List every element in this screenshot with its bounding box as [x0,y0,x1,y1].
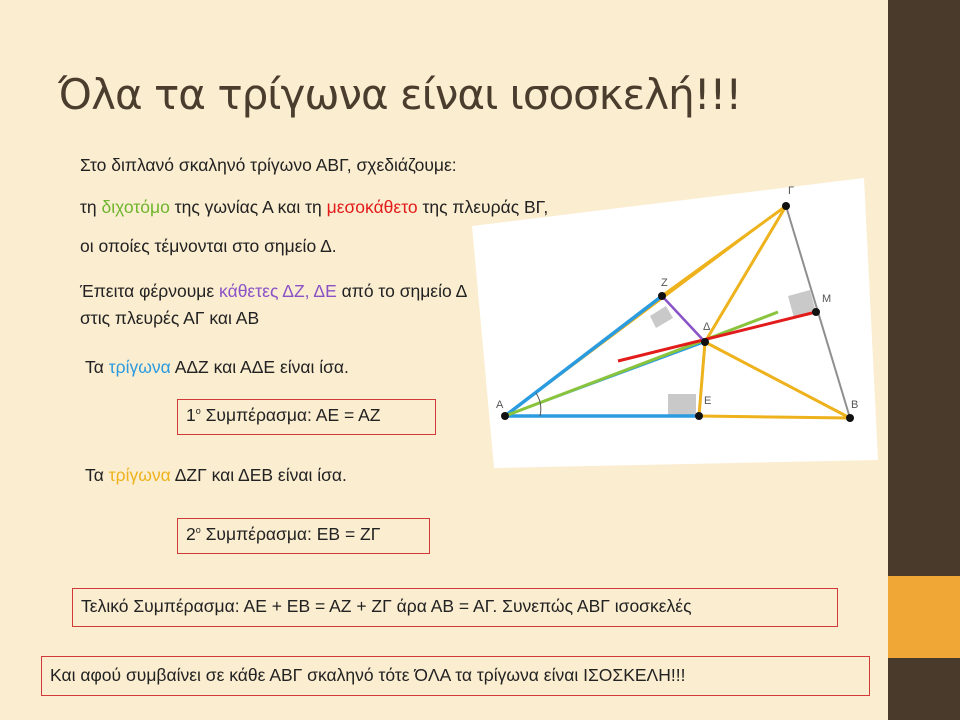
triangles-blue-term: τρίγωνα [108,357,171,377]
label-e: Ε [704,395,712,407]
bisector-term: διχοτόμο [101,197,170,217]
conclusion-2-text: Συμπέρασμα: ΕΒ = ΖΓ [200,524,381,544]
sidebar-accent-block [888,576,960,658]
conclusion-2-box [177,518,430,554]
diagram-paper [472,178,878,468]
conclusion-2-ordinal: ο [195,525,201,536]
closing-statement-box: Και αφού συμβαίνει σε κάθε ΑΒΓ σκαληνό τότε ΌΛΑ τα τρίγωνα είναι ΙΣΟΣΚΕΛΗ!!! [41,656,870,696]
triangle-diagram-svg [470,178,878,468]
label-z: Ζ [661,277,668,289]
intro-line-3: οι οποίες τέμνονται στο σημείο Δ. [80,236,337,256]
perpendiculars-term: κάθετες ΔΖ, ΔΕ [219,281,337,301]
label-delta: Δ [703,321,711,333]
perp-line-part-3: από το σημείο Δ [336,281,468,301]
point-m [812,308,820,316]
label-m: Μ [822,293,832,305]
right-angle-marker-e [668,394,696,416]
segment-e-b [699,416,850,418]
conclusion-2-number: 2 [186,524,196,544]
conclusion-1-number: 1 [186,405,196,425]
perpendiculars-line-1 [80,281,467,302]
point-e [695,412,703,420]
conclusion-1-ordinal: ο [195,406,201,417]
triangles-equal-2 [85,465,347,486]
triangles-equal-1 [85,357,349,378]
vertex-a [501,412,509,420]
triangles-2-part-3: ΔΖΓ και ΔΕΒ είναι ίσα. [170,465,347,485]
label-a: Α [496,399,504,411]
point-delta [701,338,709,346]
intro-line-2-part-1: τη [80,197,102,217]
slide-title: Όλα τα τρίγωνα είναι ισοσκελή!!! [58,70,742,119]
triangles-2-part-1: Τα [85,465,109,485]
label-gamma: Γ [788,185,795,197]
vertex-gamma [782,202,790,210]
perpendiculars-line-2: στις πλευρές ΑΓ και ΑΒ [80,308,260,328]
triangles-1-part-1: Τα [85,357,109,377]
perp-bisector-term: μεσοκάθετο [326,197,418,217]
intro-line-1: Στο διπλανό σκαληνό τρίγωνο ΑΒΓ, σχεδιάζουμε: [80,155,457,175]
triangles-yellow-term: τρίγωνα [108,465,171,485]
intro-line-2-part-5: της πλευράς ΒΓ, [417,197,549,217]
conclusion-1-box [177,399,436,435]
triangle-diagram [470,178,878,468]
point-z [658,292,666,300]
triangles-1-part-3: ΑΔΖ και ΑΔΕ είναι ίσα. [170,357,349,377]
label-b: Β [851,399,859,411]
intro-line-2-part-3: της γωνίας Α και τη [169,197,327,217]
conclusion-1-text: Συμπέρασμα: ΑΕ = ΑΖ [200,405,381,425]
perp-line-part-1: Έπειτα φέρνουμε [80,281,220,301]
final-conclusion-box: Τελικό Συμπέρασμα: ΑΕ + ΕΒ = ΑΖ + ΖΓ άρα ΑΒ = ΑΓ. Συνεπώς ΑΒΓ ισοσκελές [72,588,838,627]
vertex-b [846,414,854,422]
